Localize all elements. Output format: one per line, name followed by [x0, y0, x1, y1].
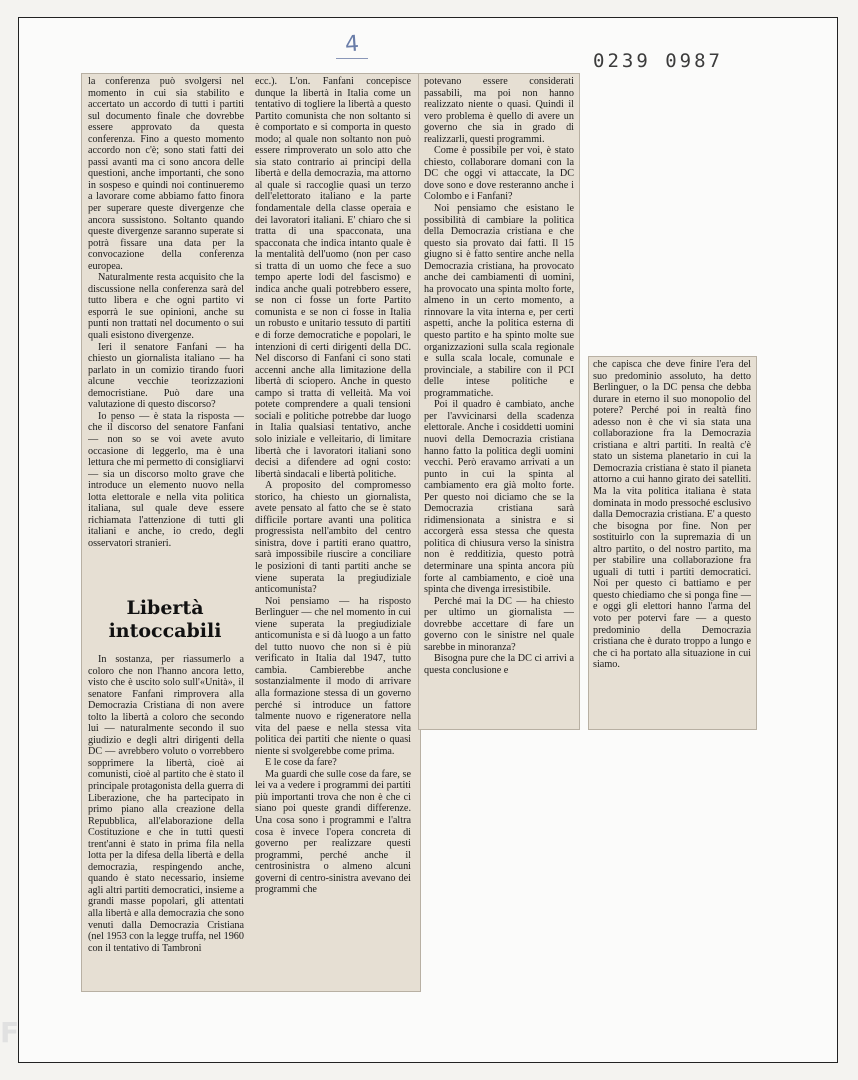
paragraph: Naturalmente resta acquisito che la discussione nella conferenza sarà del tutto libera e che ogni partito vi esporrà le sue opinioni, anche su punti non trattati nel documento o sui quali esistono divergenze.: [88, 272, 244, 342]
paragraph: E le cose da fare?: [265, 757, 337, 769]
article-column-3: [424, 76, 574, 724]
article-subheadline: Libertà intoccabili: [108, 597, 222, 642]
paragraph: Ma guardi che sulle cose da fare, se lei va a vedere i programmi dei partiti più importanti trova che non è che ci siano poi queste grandi differenze. Una cosa sono i programmi e l'altra cosa è invece l'opera concreta di governo per realizzare questi programmi, perché anche il centrosinistra o almeno alcuni governi di centro-sinistra avevano dei programmi che: [255, 768, 411, 896]
paragraph: ecc.). L'on. Fanfani concepisce dunque la libertà in Italia come un tentativo di togliere la libertà a questo Partito comunista che non soltanto si è comportato e si comporta in questo modo; al quale non soltanto non può essere rimproverato un solo atto che sia stato contrario ai principi della libertà e della democrazia, ma attorno al quale si raccoglie quasi un terzo dell'elettorato italiano e la parte fondamentale della classe operaia e dei lavoratori italiani. E' chiaro che si tratta di una spacconata, una spacconata che indica intanto quale è la mentalità dell'uomo (non per caso si tratta di un uomo che fece a suo tempo aperte lodi del fascismo) e indica anche quali potrebbero essere, se non ci fosse un forte Partito comunista e se non ci fosse in Italia un robusto e unitario tessuto di partiti e di forze democratiche e popolari, le intenzioni di certi dirigenti della DC. Nel discorso di Fanfani ci sono stati accenni anche alla limitazione della libertà di sciopero. Anche in questo campo si tratta di velleità. Ma voi potete comprendere a quali tensioni sociali e politiche potrebbe dar luogo in Italia qualsiasi tentativo, anche solo iniziale e velleitario, di limitare libertà che i lavoratori italiani sono decisi a difendere ad ogni costo: libertà sindacali e libertà politiche.: [255, 76, 411, 480]
paragraph: Noi pensiamo — ha risposto Berlinguer — che nel momento in cui viene superata la pregiudiziale anticomunista e si dà luogo a un fatto del tutto nuovo che non si è più verificato in Italia dal 1947, tutto cambia. Cambierebbe anche sostanzialmente il modo di arrivare alla formazione stessa di un governo perché si introduce un fattore talmente nuovo e rigeneratore nella vita del paese e nella stessa vita politica dei partiti che niente o quasi niente si svolgerebbe come prima.: [255, 595, 411, 757]
paragraph: Ieri il senatore Fanfani — ha chiesto un giornalista italiano — ha parlato in un comizio tirando fuori alcune vecchie teorizzazioni democristiane. Può dare una valutazione di questo discorso?: [88, 341, 244, 411]
paragraph: Come è possibile per voi, è stato chiesto, collaborare domani con la DC che oggi vi attaccate, la DC dove sono e dove resteranno anche i Colombo e i Fanfani?: [424, 145, 574, 203]
paragraph: che capisca che deve finire l'era del suo predominio assoluto, ha detto Berlinguer, o la DC pensa che debba durare in eterno il suo monopolio del potere? Perché poi in realtà fino adesso non è che vi sia stata una collaborazione fra la Democrazia cristiana e altri partiti. In realtà c'è stato un sistema planetario in cui la Democrazia cristiana è stato il pianeta attorno a cui hanno girato dei satelliti. Ma la vita politica italiana è stata dominata in modo pressoché esclusivo dalla Democrazia cristiana. E' a questo che bisogna por fine. Non per sostituirlo con la supremazia di un altro partito, o del nostro partito, ma per stabilire una collaborazione fra uguali di tutti i partiti democratici. Noi per questo ci battiamo e per questo chiediamo che si ponga fine — e oggi gli elettori hanno l'arma del voto per potervi fare — a questo predominio della Democrazia cristiana che è durato troppo a lungo e che ci ha portato alla situazione in cui siamo.: [593, 359, 751, 671]
article-column-1-bottom: [88, 654, 244, 986]
paragraph: la conferenza può svolgersi nel momento in cui sia stabilito e accertato un accordo di tutti i partiti sul documento finale che dovrebbe essere approvato da questa conferenza. Fino a questo momento accordo non c'è; sono stati fatti dei passi avanti ma ci sono ancora delle questioni, anche importanti, che sono in sospeso e quindi noi continueremo a lavorare come abbiamo fatto finora per superare queste divergenze che ancora sussistono. Soltanto quando queste divergenze saranno superate si potrà fissare una data per la convocazione della conferenza europea.: [88, 76, 244, 272]
article-column-2: [255, 76, 411, 986]
paragraph: Poi il quadro è cambiato, anche per l'avvicinarsi della scadenza elettorale. Anche i cosiddetti uomini nuovi della Democrazia cristiana hanno fatto la politica degli uomini vecchi. Però eravamo arrivati a un punto in cui la spinta al cambiamento era già molto forte. Per questo noi diciamo che se la Democrazia cristiana sarà ridimensionata a sinistra e si accorgerà essa stessa che questa politica di chiusura verso la sinistra non è redditizia, questo potrà determinare una spinta ancora più forte al cambiamento, e cioè una spinta che divenga irresistibile.: [424, 399, 574, 596]
archive-stamp-number: 0239 0987: [593, 50, 723, 72]
paragraph: A proposito del compromesso storico, ha chiesto un giornalista, avete pensato al fatto che se è stato difficile portare avanti una politica progressista nell'ambito del centro sinistra, dove i partiti erano quattro, sarà impossibile riuscire a conciliare le posizioni di tanti partiti anche se viene superata la pregiudiziale anticomunista?: [255, 480, 411, 596]
pencil-underline: [336, 58, 368, 59]
handwritten-page-number: 4: [344, 31, 360, 58]
article-column-4: [593, 359, 751, 725]
article-column-1-top: [88, 76, 244, 586]
paragraph: potevano essere considerati passabili, ma poi non hanno realizzato niente o quasi. Quindi il vero problema è quello di avere un governo che sia in grado di realizzarli, questi programmi.: [424, 76, 574, 145]
paragraph: Bisogna pure che la DC ci arrivi a questa conclusione e: [424, 653, 574, 676]
faded-watermark: F: [0, 1016, 22, 1049]
paragraph: Perché mai la DC — ha chiesto per ultimo un giornalista — dovrebbe accettare di fare un governo con le sinistre nel quale sarebbe in minoranza?: [424, 595, 574, 653]
paragraph: Io penso — è stata la risposta — che il discorso del senatore Fanfani — non so se voi avete avuto occasione di leggerlo, ma è una lettura che mi permetto di consigliarvi — sia un discorso molto grave che introduce un elemento nuovo nella lotta elettorale e nella vita politica italiana, sul quale deve essere richiamata l'attenzione di tutti gli italiani e anche, io credo, degli osservatori stranieri.: [88, 410, 244, 549]
paragraph: In sostanza, per riassumerlo a coloro che non l'hanno ancora letto, visto che è uscito solo sull'«Unità», il senatore Fanfani rimprovera alla Democrazia Cristiana di non avere tolto la libertà a coloro che secondo lui — naturalmente secondo il suo giudizio e degli altri dirigenti della DC — avrebbero voluto o vorrebbero sopprimere la libertà, cioè ai comunisti, cioè al partito che è stato il principale protagonista della guerra di Liberazione, che ha partecipato in primo piano alla creazione della Repubblica, all'elaborazione della Costituzione e che in tutti questi trent'anni è stato in prima fila nella lotta per la difesa della libertà e della democrazia, respingendo anche, quando è stato necessario, insieme agli altri partiti democratici, insieme a grandi masse popolari, gli attentati alla libertà e alla democrazia che sono venuti dalla Democrazia Cristiana (nel 1953 con la legge truffa, nel 1960 con il tentativo di Tambroni: [88, 654, 244, 954]
paragraph: Noi pensiamo che esistano le possibilità di cambiare la politica della Democrazia cristiana e che questo sia provato dai fatti. Il 15 giugno si è fatto sentire anche nella Democrazia cristiana, ha provocato anche dei cambiamenti di uomini, ha provocato una spinta molto forte, almeno in un certo momento, a rinnovare la vita interna e, per certi aspetti, anche la politica esterna di questo partito e ha spinto molte sue organizzazioni sulla scala regionale e sulla scala locale, comunale e provinciale, a stabilire con il PCI delle intese politiche e programmatiche.: [424, 203, 574, 399]
